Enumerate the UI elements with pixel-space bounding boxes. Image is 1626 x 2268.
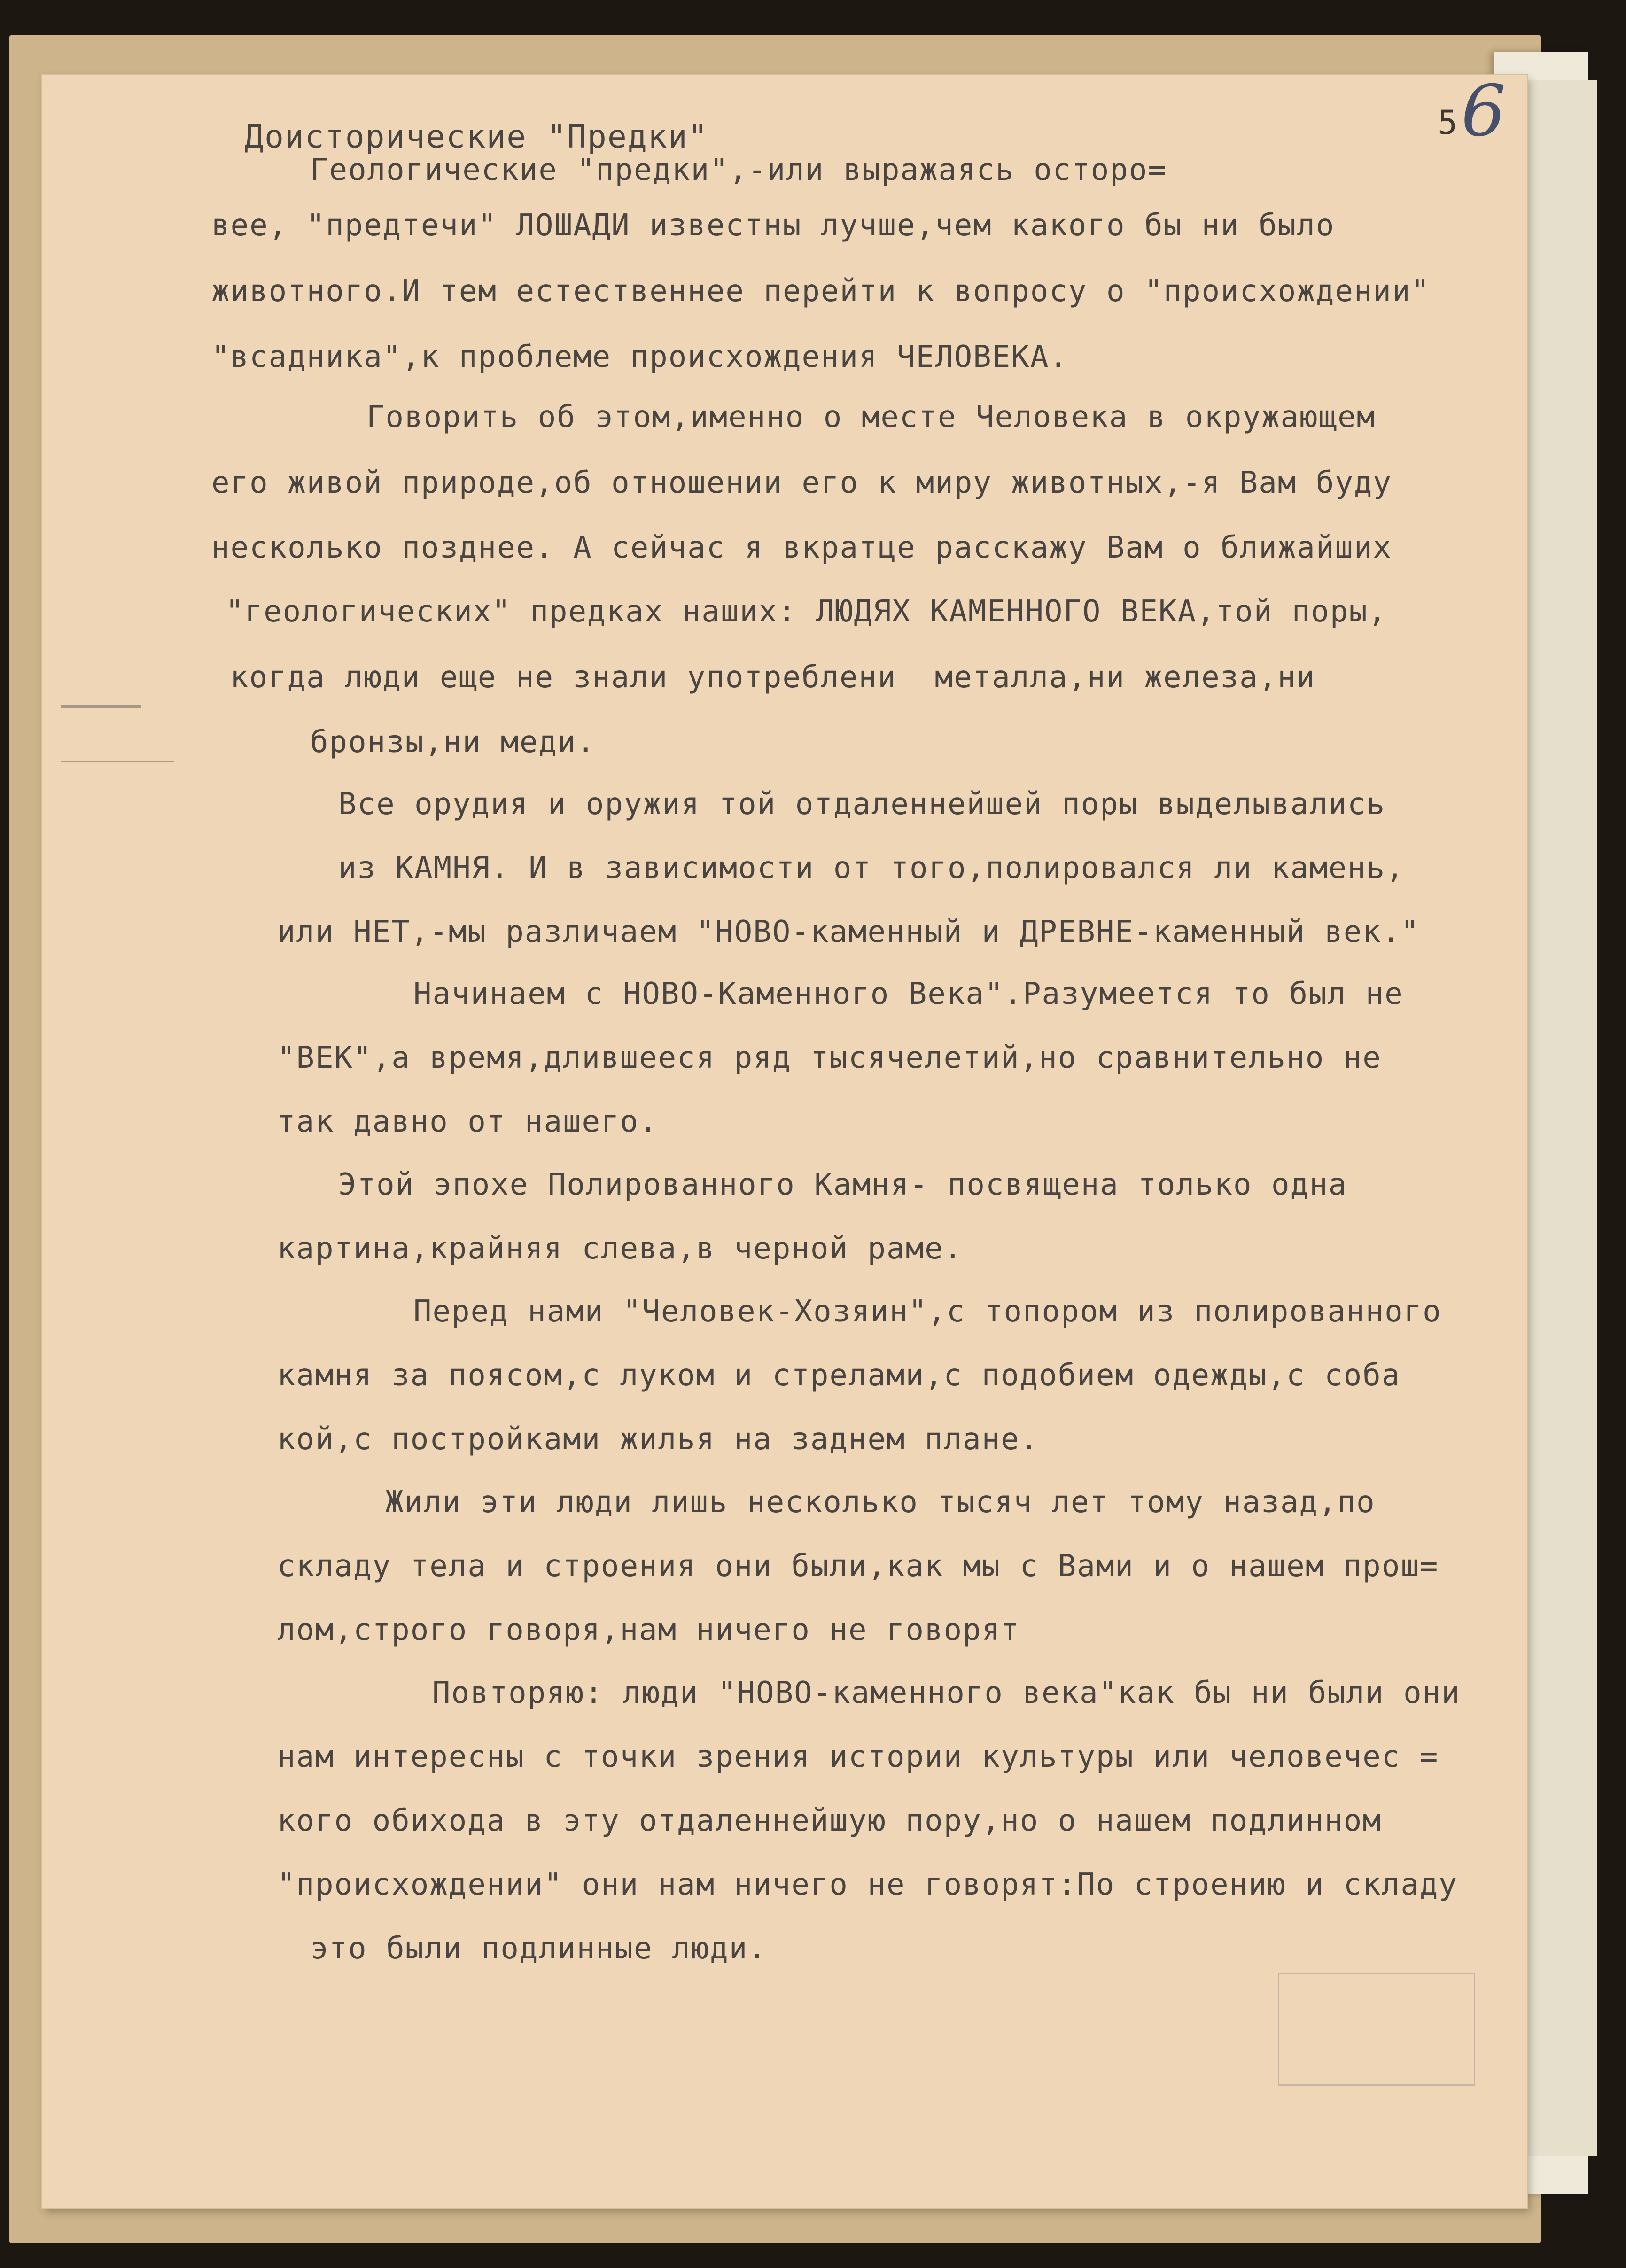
text-line-12: из КАМНЯ. И в зависимости от того,полировался ли камень, bbox=[338, 851, 1405, 885]
text-line-6: его живой природе,об отношении его к миру животных,-я Вам буду bbox=[211, 466, 1392, 500]
text-line-19: Перед нами "Человек-Хозяин",с топором из полированного bbox=[413, 1294, 1442, 1329]
text-line-26: нам интересны с точки зрения истории культуры или человечес = bbox=[277, 1740, 1439, 1774]
text-line-28: "происхождении" они нам ничего не говорят:По строению и складу bbox=[277, 1867, 1458, 1902]
text-line-23: складу тела и строения они были,как мы с Вами и о нашем прош= bbox=[277, 1549, 1439, 1584]
text-line-10: бронзы,ни меди. bbox=[310, 725, 596, 760]
text-line-18: картина,крайняя слева,в черной раме. bbox=[277, 1231, 963, 1266]
page-number: 5 bbox=[1438, 103, 1458, 142]
underlying-sheet-edge bbox=[1517, 80, 1597, 2156]
text-line-16: так давно от нашего. bbox=[277, 1104, 658, 1139]
text-line-7: несколько позднее. А сейчас я вкратце расскажу Вам о ближайших bbox=[211, 530, 1392, 565]
text-line-20: камня за поясом,с луком и стрелами,с подобием одежды,с соба bbox=[277, 1358, 1401, 1393]
text-line-25: Повторяю: люди "НОВО-каменного века"как бы ни были они bbox=[432, 1676, 1461, 1710]
text-line-2: вее, "предтечи" ЛОШАДИ известны лучше,чем какого бы ни было bbox=[211, 208, 1335, 243]
margin-pencil-line bbox=[61, 761, 174, 762]
text-line-8: "геологических" предках наших: ЛЮДЯХ КАМЕННОГО ВЕКА,той поры, bbox=[226, 594, 1387, 629]
text-line-22: Жили эти люди лишь несколько тысяч лет тому назад,по bbox=[385, 1485, 1376, 1520]
text-line-17: Этой эпохе Полированного Камня- посвящена только одна bbox=[338, 1167, 1348, 1202]
text-line-3: животного.И тем естественнее перейти к вопросу о "происхождении" bbox=[211, 274, 1430, 309]
text-line-5: Говорить об этом,именно о месте Человека в окружающем bbox=[366, 400, 1376, 435]
text-line-13: или НЕТ,-мы различаем "НОВО-каменный и ДРЕВНЕ-каменный век." bbox=[277, 915, 1420, 949]
text-line-1: Геологические "предки",-или выражаясь осторо= bbox=[310, 153, 1167, 187]
document-title: Доисторические "Предки" bbox=[244, 118, 708, 155]
text-line-15: "ВЕК",а время,длившееся ряд тысячелетий,но сравнительно не bbox=[277, 1041, 1382, 1075]
archive-stamp bbox=[1278, 1973, 1475, 2086]
text-line-24: лом,строго говоря,нам ничего не говорят bbox=[277, 1613, 1020, 1647]
text-line-21: кой,с постройками жилья на заднем плане. bbox=[277, 1422, 1039, 1457]
text-line-4: "всадника",к проблеме происхождения ЧЕЛОВЕКА. bbox=[211, 340, 1068, 374]
handwritten-page-number: 6 bbox=[1461, 70, 1506, 152]
text-line-27: кого обихода в эту отдаленнейшую пору,но о нашем подлинном bbox=[277, 1803, 1382, 1838]
text-line-29: это были подлинные люди. bbox=[310, 1931, 767, 1966]
text-line-9: когда люди еще не знали употреблени металла,ни железа,ни bbox=[230, 660, 1316, 695]
margin-mark bbox=[61, 705, 141, 708]
text-line-11: Все орудия и оружия той отдаленнейшей поры выделывались bbox=[338, 787, 1386, 822]
text-line-14: Начинаем с НОВО-Каменного Века".Разумеется то был не bbox=[413, 977, 1404, 1011]
